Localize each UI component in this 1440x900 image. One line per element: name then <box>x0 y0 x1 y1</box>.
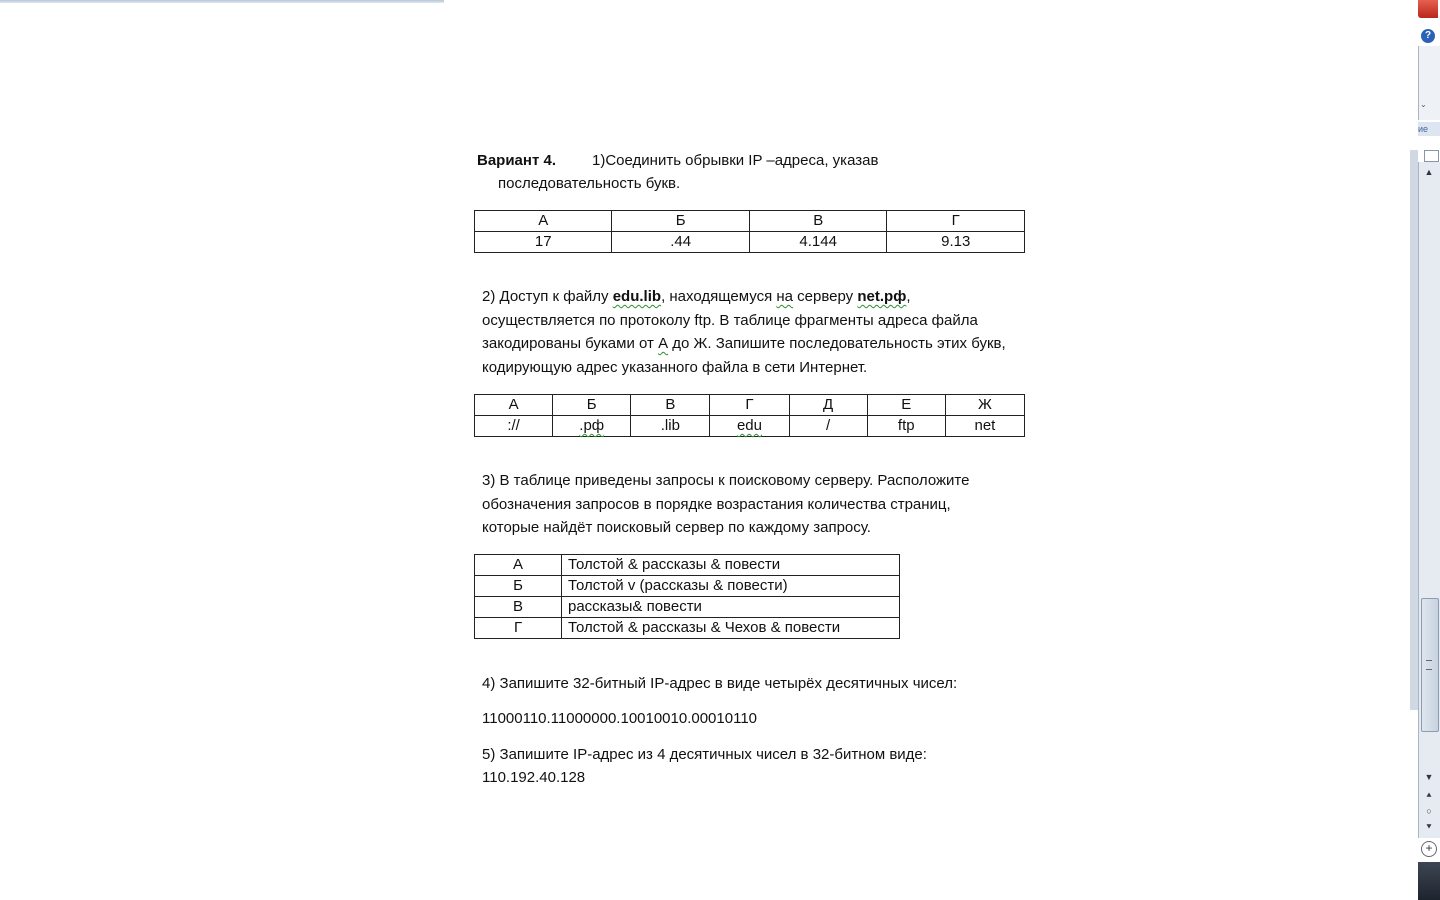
query-key: Г <box>475 618 562 639</box>
file-name: edu.lib <box>612 288 662 305</box>
table-cell: .44 <box>612 232 749 253</box>
text-fragment: , находящемуся <box>661 288 777 305</box>
chevron-down-icon[interactable]: ⌄ <box>1420 100 1427 109</box>
table-search-queries <box>474 554 900 639</box>
text-fragment: на <box>776 288 794 305</box>
table-row <box>475 555 900 576</box>
task4-text: 4) Запишите 32-битный IP-адрес в виде четырёх десятичных чисел: <box>482 675 958 692</box>
query-key: Б <box>475 576 562 597</box>
query-key: А <box>475 555 562 576</box>
table-row <box>475 232 1025 253</box>
table-row <box>475 211 1025 232</box>
task2-paragraph-line4: кодирующую адрес указанного файла в сети Интернет. <box>482 359 868 376</box>
table-cell: :// <box>475 416 553 437</box>
task2-paragraph-line3 <box>482 335 1006 353</box>
table-header-cell: Б <box>612 211 749 232</box>
task3-paragraph-line3: которые найдёт поисковый сервер по каждому запросу. <box>482 519 871 536</box>
table-address-fragments <box>474 394 1025 437</box>
server-name: net.рф <box>857 288 907 305</box>
text-fragment: до Ж. Запишите последовательность этих букв, <box>668 335 1006 352</box>
table-header-cell: Г <box>887 211 1025 232</box>
scroll-down-button[interactable]: ▼ <box>1424 772 1434 782</box>
table-header-cell: А <box>475 395 553 416</box>
query-text: Толстой & рассказы & Чехов & повести <box>562 618 900 639</box>
text-fragment: А <box>658 335 669 352</box>
text-fragment: серверу <box>793 288 858 305</box>
table-cell: / <box>789 416 867 437</box>
task4-binary-address: 11000110.11000000.10010010.00010110 <box>482 710 758 727</box>
table-cell: 9.13 <box>887 232 1025 253</box>
task3-paragraph-line1: 3) В таблице приведены запросы к поисковому серверу. Расположите <box>482 472 970 489</box>
table-header-cell: Д <box>789 395 867 416</box>
help-icon[interactable]: ? <box>1421 29 1435 43</box>
table-header-cell: Б <box>553 395 631 416</box>
text-fragment: 2) Доступ к файлу <box>482 288 613 305</box>
table-cell: net <box>945 416 1024 437</box>
table-row <box>475 416 1025 437</box>
side-strip <box>1410 150 1418 710</box>
ribbon-edge <box>0 0 444 3</box>
zoom-in-icon[interactable]: + <box>1421 841 1437 857</box>
variant-label: Вариант 4. <box>477 152 556 169</box>
query-text: Толстой v (рассказы & повести) <box>562 576 900 597</box>
task5-text: 5) Запишите IP-адрес из 4 десятичных чисел в 32-битном виде: <box>482 746 927 763</box>
table-cell <box>553 416 631 437</box>
table-cell: 4.144 <box>749 232 887 253</box>
table-header-cell: В <box>631 395 710 416</box>
scrollbar-grip <box>1426 660 1432 670</box>
table-header-cell: В <box>749 211 887 232</box>
task3-paragraph-line2: обозначения запросов в порядке возрастания количества страниц, <box>482 496 951 513</box>
query-text: Толстой & рассказы & повести <box>562 555 900 576</box>
table-cell <box>710 416 789 437</box>
table-row <box>475 618 900 639</box>
view-ruler-icon[interactable] <box>1424 150 1439 162</box>
status-bar-corner <box>1418 862 1440 900</box>
table-row <box>475 395 1025 416</box>
scroll-up-button[interactable]: ▲ <box>1424 167 1434 177</box>
previous-page-button[interactable]: ⯅ <box>1425 790 1433 800</box>
table-cell: 17 <box>475 232 612 253</box>
table-row <box>475 576 900 597</box>
task5-ip-address: 110.192.40.128 <box>482 769 586 786</box>
text-fragment: , <box>906 288 911 305</box>
task2-paragraph-line1 <box>482 288 911 306</box>
select-browse-object-button[interactable]: ○ <box>1426 806 1432 816</box>
task1-text: 1)Соединить обрывки IP –адреса, указав <box>592 152 879 169</box>
pane-label: ие <box>1418 122 1440 136</box>
text-fragment: закодированы буками от <box>482 335 659 352</box>
table-cell: ftp <box>867 416 945 437</box>
close-button[interactable] <box>1418 0 1438 18</box>
query-text: рассказы& повести <box>562 597 900 618</box>
task2-paragraph-line2: осуществляется по протоколу ftp. В таблице фрагменты адреса файла <box>482 312 978 329</box>
cell-text: .рф <box>579 417 605 434</box>
task1-text-cont: последовательность букв. <box>498 175 681 192</box>
next-page-button[interactable]: ⯆ <box>1425 822 1433 832</box>
table-header-cell: Ж <box>945 395 1024 416</box>
table-cell: .lib <box>631 416 710 437</box>
table-row <box>475 597 900 618</box>
table-header-cell: Е <box>867 395 945 416</box>
table-header-cell: А <box>475 211 612 232</box>
vertical-scrollbar[interactable] <box>1418 162 1440 838</box>
table-ip-fragments <box>474 210 1025 253</box>
query-key: В <box>475 597 562 618</box>
table-header-cell: Г <box>710 395 789 416</box>
cell-text: edu <box>736 417 762 434</box>
